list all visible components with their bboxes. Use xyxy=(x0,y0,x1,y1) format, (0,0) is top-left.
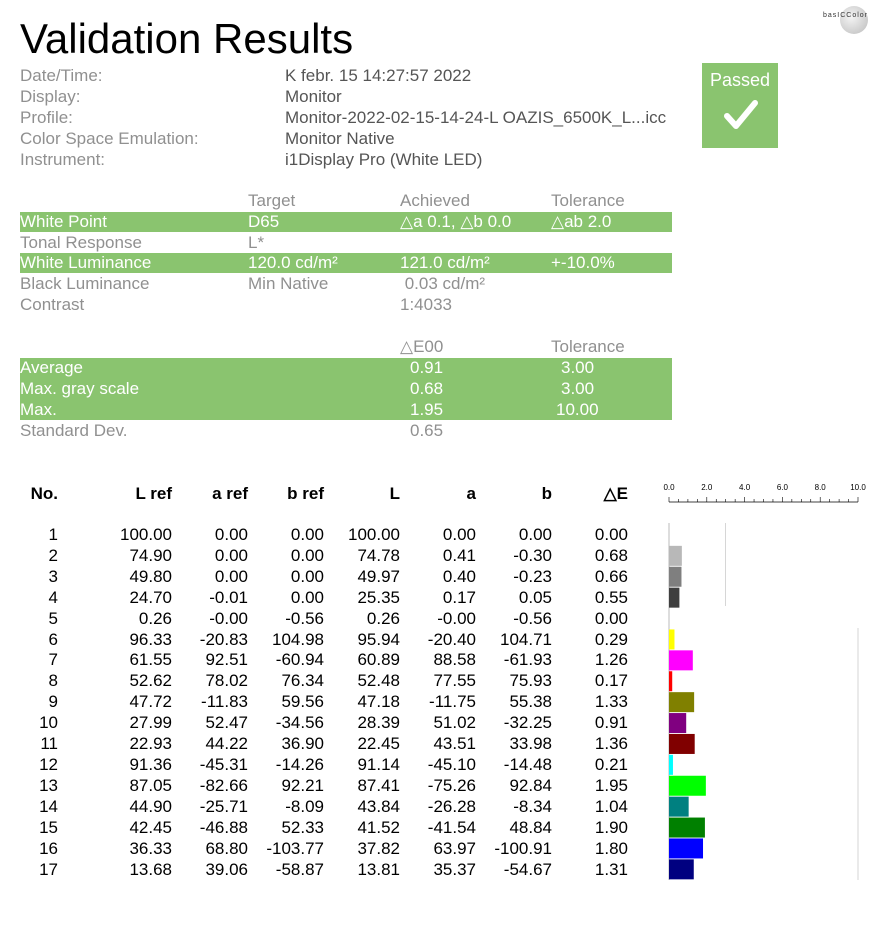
table-row xyxy=(14,650,628,671)
table-row xyxy=(14,713,628,734)
logo-circle-icon xyxy=(840,6,868,34)
meta-label-datetime: Date/Time: xyxy=(20,66,103,85)
average-value: 0.91 xyxy=(410,358,444,377)
chart-bar xyxy=(669,671,672,691)
cell-b-ref: 0.00 xyxy=(290,587,324,607)
cell-a-ref: -25.71 xyxy=(199,796,248,816)
black-luminance-target: Min Native xyxy=(248,274,329,293)
cell-a-ref: -0.00 xyxy=(209,608,248,628)
cell-b: -100.91 xyxy=(494,838,552,858)
meta-label-instrument: Instrument: xyxy=(20,150,106,169)
cell-l: 100.00 xyxy=(348,525,400,544)
meta-label-emulation: Color Space Emulation: xyxy=(20,129,199,148)
chart-bar xyxy=(669,692,694,712)
cell-b: 75.93 xyxy=(509,671,552,691)
chart-bar xyxy=(669,588,679,608)
meta-value-instrument: i1Display Pro (White LED) xyxy=(285,150,483,169)
cell-a: -26.28 xyxy=(427,796,476,816)
checkmark-icon xyxy=(724,99,758,131)
std-dev-value: 0.65 xyxy=(410,421,444,440)
cell-no: 5 xyxy=(48,608,58,628)
cell-b: 92.84 xyxy=(509,775,552,795)
max-value: 1.95 xyxy=(410,400,444,419)
col-l-ref: L ref xyxy=(135,484,172,503)
col-b-ref: b ref xyxy=(287,484,324,503)
contrast-achieved: 1:4033 xyxy=(400,295,452,314)
chart-bar xyxy=(669,713,686,733)
delta-e-bar-chart xyxy=(660,480,870,890)
cell-b: 0.05 xyxy=(518,587,552,607)
col-delta-e: △E xyxy=(603,484,628,503)
cell-delta-e: 0.91 xyxy=(594,713,628,733)
white-luminance-tolerance: +-10.0% xyxy=(551,253,615,272)
passed-label: Passed xyxy=(709,70,771,90)
chart-bar xyxy=(669,859,694,879)
cell-b-ref: 0.00 xyxy=(290,566,324,586)
cell-a-ref: -46.88 xyxy=(199,817,248,837)
cell-b-ref: -8.09 xyxy=(285,796,324,816)
cell-delta-e: 1.95 xyxy=(594,775,628,795)
chart-tick-label: 2.0 xyxy=(701,483,713,492)
cell-l: 25.35 xyxy=(357,587,400,607)
white-luminance-label: White Luminance xyxy=(20,253,152,272)
max-tolerance: 10.00 xyxy=(556,400,599,419)
average-tolerance: 3.00 xyxy=(561,358,595,377)
cell-l-ref: 13.68 xyxy=(129,859,172,879)
cell-no: 14 xyxy=(39,796,58,816)
cell-delta-e: 0.21 xyxy=(594,754,628,774)
cell-l: 52.48 xyxy=(357,671,400,691)
cell-a: -11.75 xyxy=(429,692,476,712)
cell-a-ref: -45.31 xyxy=(199,754,248,774)
chart-bar xyxy=(669,546,682,566)
table-header-row xyxy=(14,481,628,507)
page-title: Validation Results xyxy=(20,15,354,62)
cell-l-ref: 42.45 xyxy=(129,817,172,837)
chart-bar xyxy=(669,797,689,817)
contrast-label: Contrast xyxy=(20,295,85,314)
cell-l-ref: 0.26 xyxy=(138,608,172,628)
table-row xyxy=(14,797,628,818)
table-row xyxy=(14,567,628,588)
cell-a: -20.40 xyxy=(427,629,476,649)
measurement-table xyxy=(14,481,628,880)
cell-a-ref: 78.02 xyxy=(205,671,248,691)
cell-l: 91.14 xyxy=(357,754,400,774)
cell-a-ref: -0.01 xyxy=(209,587,248,607)
white-point-target: D65 xyxy=(248,212,280,231)
cell-a: -75.26 xyxy=(427,775,476,795)
chart-bar xyxy=(669,818,705,838)
cell-no: 2 xyxy=(48,545,58,565)
cell-b-ref: 0.00 xyxy=(290,525,324,544)
cell-b-ref: -14.26 xyxy=(275,754,324,774)
cell-a-ref: 68.80 xyxy=(205,838,248,858)
cell-b: -32.25 xyxy=(503,713,552,733)
col-b: b xyxy=(541,484,552,503)
cell-l: 0.26 xyxy=(366,608,400,628)
cell-a: 43.51 xyxy=(433,734,476,754)
cell-l-ref: 61.55 xyxy=(129,650,172,670)
chart-bar xyxy=(669,776,706,796)
header-target: Target xyxy=(248,191,296,210)
col-a-ref: a ref xyxy=(212,484,248,503)
col-a: a xyxy=(466,484,476,503)
cell-b-ref: 52.33 xyxy=(281,817,324,837)
meta-value-datetime: K febr. 15 14:27:57 2022 xyxy=(285,66,472,85)
cell-l: 87.41 xyxy=(357,775,400,795)
cell-b-ref: -58.87 xyxy=(275,859,324,879)
black-luminance-label: Black Luminance xyxy=(20,274,150,293)
cell-a-ref: -82.66 xyxy=(199,775,248,795)
cell-l: 22.45 xyxy=(357,734,400,754)
white-point-achieved: △a 0.1, △b 0.0 xyxy=(400,212,512,231)
chart-tick-label: 8.0 xyxy=(814,483,826,492)
chart-bar xyxy=(669,755,673,775)
cell-delta-e: 0.55 xyxy=(594,587,628,607)
cell-a-ref: 0.00 xyxy=(214,566,248,586)
cell-b: 55.38 xyxy=(509,692,552,712)
cell-a: 0.40 xyxy=(442,566,476,586)
cell-a-ref: -20.83 xyxy=(199,629,248,649)
cell-delta-e: 0.17 xyxy=(594,671,628,691)
cell-a: 88.58 xyxy=(433,650,476,670)
table-row xyxy=(14,755,628,776)
cell-b: -0.30 xyxy=(513,545,552,565)
chart-tick-label: 4.0 xyxy=(739,483,751,492)
cell-no: 3 xyxy=(48,566,58,586)
cell-b: -0.23 xyxy=(513,566,552,586)
cell-no: 9 xyxy=(48,692,58,712)
cell-l-ref: 22.93 xyxy=(129,734,172,754)
col-no: No. xyxy=(30,484,58,503)
meta-value-emulation: Monitor Native xyxy=(285,129,395,148)
cell-delta-e: 0.00 xyxy=(594,608,628,628)
cell-l-ref: 74.90 xyxy=(129,545,172,565)
header-tolerance: Tolerance xyxy=(551,191,625,210)
cell-l-ref: 52.62 xyxy=(129,671,172,691)
cell-b: -54.67 xyxy=(503,859,552,879)
cell-no: 1 xyxy=(48,525,58,544)
cell-l: 43.84 xyxy=(357,796,400,816)
cell-a-ref: 52.47 xyxy=(205,713,248,733)
cell-l-ref: 27.99 xyxy=(129,713,172,733)
table-body xyxy=(14,507,628,880)
cell-a-ref: 39.06 xyxy=(205,859,248,879)
table-row xyxy=(14,692,628,713)
meta-value-display: Monitor xyxy=(285,87,342,106)
cell-delta-e: 1.80 xyxy=(594,838,628,858)
cell-l: 49.97 xyxy=(357,566,400,586)
cell-l: 60.89 xyxy=(357,650,400,670)
black-luminance-achieved: 0.03 cd/m² xyxy=(400,274,486,293)
cell-b: -61.93 xyxy=(503,650,552,670)
cell-a-ref: 92.51 xyxy=(205,650,248,670)
tonal-response-label: Tonal Response xyxy=(20,233,142,252)
cell-delta-e: 1.31 xyxy=(594,859,628,879)
cell-b-ref: 76.34 xyxy=(281,671,324,691)
table-row xyxy=(14,860,628,881)
cell-l-ref: 49.80 xyxy=(129,566,172,586)
white-point-label: White Point xyxy=(20,212,107,231)
cell-l-ref: 44.90 xyxy=(129,796,172,816)
cell-l-ref: 36.33 xyxy=(129,838,172,858)
cell-a-ref: 44.22 xyxy=(205,734,248,754)
cell-b-ref: 0.00 xyxy=(290,545,324,565)
chart-bar xyxy=(669,629,674,649)
chart-tick-label: 10.0 xyxy=(850,483,866,492)
cell-l-ref: 87.05 xyxy=(129,775,172,795)
max-gray-value: 0.68 xyxy=(410,379,444,398)
cell-b: 48.84 xyxy=(509,817,552,837)
table-row xyxy=(14,546,628,567)
cell-b-ref: -34.56 xyxy=(275,713,324,733)
chart-tick-label: 0.0 xyxy=(663,483,675,492)
cell-a: 63.97 xyxy=(433,838,476,858)
table-row xyxy=(14,525,628,546)
chart-bar xyxy=(669,650,693,670)
passed-badge xyxy=(702,63,778,148)
cell-l: 95.94 xyxy=(357,629,400,649)
cell-no: 13 xyxy=(39,775,58,795)
chart-tick-label: 6.0 xyxy=(776,483,788,492)
table-row xyxy=(14,839,628,860)
cell-no: 11 xyxy=(40,734,58,754)
meta-label-profile: Profile: xyxy=(20,108,73,127)
cell-b: 104.71 xyxy=(500,629,552,649)
cell-a-ref: -11.83 xyxy=(201,692,248,712)
cell-a-ref: 0.00 xyxy=(214,525,248,544)
cell-no: 8 xyxy=(48,671,58,691)
cell-delta-e: 1.26 xyxy=(594,650,628,670)
cell-delta-e: 0.00 xyxy=(594,525,628,544)
chart-bar xyxy=(669,567,681,587)
cell-a: -0.00 xyxy=(437,608,476,628)
white-luminance-achieved: 121.0 cd/m² xyxy=(400,253,490,272)
cell-b-ref: 59.56 xyxy=(281,692,324,712)
average-label: Average xyxy=(20,358,84,377)
chart-bar xyxy=(669,734,695,754)
cell-a: 0.17 xyxy=(442,587,476,607)
cell-delta-e: 1.33 xyxy=(594,692,628,712)
cell-no: 15 xyxy=(39,817,58,837)
cell-b: -8.34 xyxy=(513,796,552,816)
table-row xyxy=(14,609,628,630)
table-row xyxy=(14,818,628,839)
chart-bar xyxy=(669,838,703,858)
tonal-response-target: L* xyxy=(248,233,265,252)
std-dev-label: Standard Dev. xyxy=(20,421,128,440)
cell-l-ref: 24.70 xyxy=(129,587,172,607)
meta-label-display: Display: xyxy=(20,87,81,106)
cell-no: 4 xyxy=(48,587,58,607)
cell-l: 47.18 xyxy=(357,692,400,712)
table-row xyxy=(14,734,628,755)
cell-l: 13.81 xyxy=(357,859,400,879)
cell-l: 41.52 xyxy=(357,817,400,837)
cell-no: 7 xyxy=(48,650,58,670)
cell-a: 0.41 xyxy=(442,545,476,565)
header-achieved: Achieved xyxy=(400,191,470,210)
cell-a: -41.54 xyxy=(427,817,476,837)
max-gray-tolerance: 3.00 xyxy=(561,379,595,398)
table-row xyxy=(14,671,628,692)
cell-a: -45.10 xyxy=(427,754,476,774)
cell-l: 28.39 xyxy=(357,713,400,733)
cell-a-ref: 0.00 xyxy=(214,545,248,565)
cell-no: 12 xyxy=(39,754,58,774)
logo-text: basICColor xyxy=(823,12,869,19)
cell-no: 6 xyxy=(48,629,58,649)
cell-a: 35.37 xyxy=(433,859,476,879)
meta-value-profile: Monitor-2022-02-15-14-24-L OAZIS_6500K_L...icc xyxy=(285,108,667,127)
header-de-tolerance: Tolerance xyxy=(551,337,625,356)
col-l: L xyxy=(389,484,400,503)
table-row xyxy=(14,630,628,651)
max-gray-label: Max. gray scale xyxy=(20,379,140,398)
cell-delta-e: 0.68 xyxy=(594,545,628,565)
white-luminance-target: 120.0 cd/m² xyxy=(248,253,338,272)
cell-a: 51.02 xyxy=(433,713,476,733)
cell-b: -0.56 xyxy=(513,608,552,628)
table-row xyxy=(14,588,628,609)
cell-no: 17 xyxy=(39,859,58,879)
cell-b-ref: -0.56 xyxy=(285,608,324,628)
cell-delta-e: 1.36 xyxy=(594,734,628,754)
cell-l: 37.82 xyxy=(357,838,400,858)
cell-l-ref: 47.72 xyxy=(129,692,172,712)
header-delta-e: △E00 xyxy=(400,337,444,356)
cell-b-ref: 36.90 xyxy=(281,734,324,754)
cell-b: 0.00 xyxy=(518,525,552,544)
max-label: Max. xyxy=(20,400,57,419)
cell-b-ref: -60.94 xyxy=(275,650,324,670)
cell-l: 74.78 xyxy=(357,545,400,565)
basiccolor-logo xyxy=(820,6,880,36)
cell-delta-e: 0.66 xyxy=(594,566,628,586)
cell-no: 10 xyxy=(39,713,58,733)
white-point-tolerance: △ab 2.0 xyxy=(551,212,612,231)
cell-no: 16 xyxy=(39,838,58,858)
cell-a: 0.00 xyxy=(442,525,476,544)
cell-delta-e: 1.90 xyxy=(594,817,628,837)
cell-b: 33.98 xyxy=(509,734,552,754)
cell-l-ref: 96.33 xyxy=(129,629,172,649)
cell-delta-e: 1.04 xyxy=(594,796,628,816)
cell-b: -14.48 xyxy=(503,754,552,774)
cell-b-ref: 92.21 xyxy=(281,775,324,795)
cell-a: 77.55 xyxy=(433,671,476,691)
cell-l-ref: 91.36 xyxy=(129,754,172,774)
cell-delta-e: 0.29 xyxy=(594,629,628,649)
cell-b-ref: 104.98 xyxy=(272,629,324,649)
cell-b-ref: -103.77 xyxy=(266,838,324,858)
table-row xyxy=(14,776,628,797)
cell-l-ref: 100.00 xyxy=(120,525,172,544)
